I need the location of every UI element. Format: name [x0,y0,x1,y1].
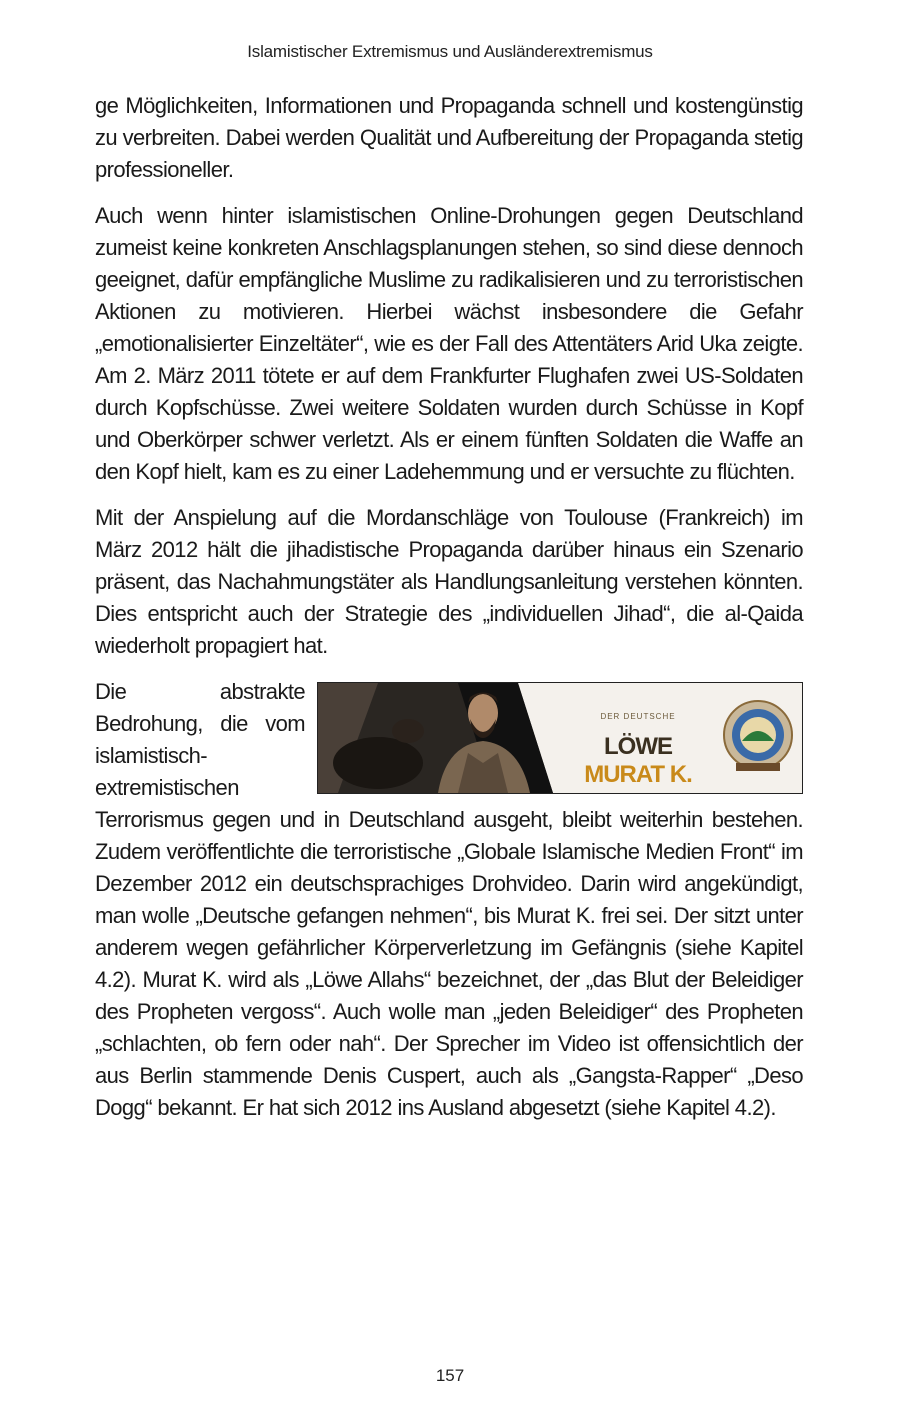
propaganda-banner-image [317,682,803,794]
banner-title [563,733,713,789]
banner-title-part2: MURAT K. [584,761,692,788]
paragraph-2: Auch wenn hinter islamistischen Online-Drohungen gegen Deutschland zumeist keine konkreten Anschlagsplanungen stehen, so sind diese dennoch geeignet, dafür empfängliche Muslime zu radikalisieren und zu terroristischen Aktionen zu motivieren. Hierbei wächst insbesondere die Gefahr „emotionalisierter Einzeltäter“, wie es der Fall des Attentäters Arid Uka zeigte. Am 2. März 2011 tötete er auf dem Frankfurter Flughafen zwei US-Soldaten durch Kopfschüsse. Zwei weitere Soldaten wurden durch Schüsse in Kopf und Oberkörper schwer verletzt. Als er einem fünften Soldaten die Waffe an den Kopf hielt, kam es zu einer Ladehemmung und er versuchte zu flüchten. [95,203,803,484]
running-header: Islamistischer Extremismus und Ausländerextremismus [247,42,653,61]
banner-graphic [318,683,802,793]
paragraph-1: ge Möglichkeiten, Informationen und Propaganda schnell und kostengünstig zu verbreiten. Dabei werden Qualität und Aufbereitung der Propaganda stetig professioneller. [95,93,803,182]
page-number: 157 [435,1366,465,1385]
banner-text-block [563,701,713,789]
paragraph-3: Mit der Anspielung auf die Mordanschläge von Toulouse (Frankreich) im März 2012 hält die jihadistische Propaganda darüber hinaus ein Szenario präsent, das Nachahmungstäter als Handlungsanleitung verstehen könnten. Dies entspricht auch der Strategie des „individuellen Jihad“, die al-Qaida wiederholt propagiert hat. [95,505,803,658]
paragraph-4: Die abstrakte Bedrohung, die vom islamistisch-extremistischen Terrorismus gegen und in Deutschland ausgeht, bleibt weiterhin bestehen. Zudem veröffentlichte die terroristische „Globale Islamische Medien Front“ im Dezember 2012 ein deutschsprachiges Drohvideo. Darin wird angekündigt, man wolle „Deutsche gefangen nehmen“, bis Murat K. frei sei. Der sitzt unter anderem wegen gefährlicher Körperverletzung im Gefängnis (siehe Kapitel 4.2). Murat K. wird als „Löwe Allahs“ bezeichnet, der „das Blut der Beleidiger des Propheten vergoss“. Auch wolle man „jeden Beleidiger“ des Propheten „schlachten, ob fern oder nah“. Der Sprecher im Video ist offensichtlich der aus Berlin stammende Denis Cuspert, auch als „Gangsta-Rapper“ „Deso Dogg“ bekannt. Er hat sich 2012 ins Ausland abgesetzt (siehe Kapitel 4.2). [95,679,803,1120]
body-text [95,90,803,1138]
banner-title-part1: LÖWE [604,733,672,760]
banner-kicker: DER DEUTSCHE [600,712,676,721]
